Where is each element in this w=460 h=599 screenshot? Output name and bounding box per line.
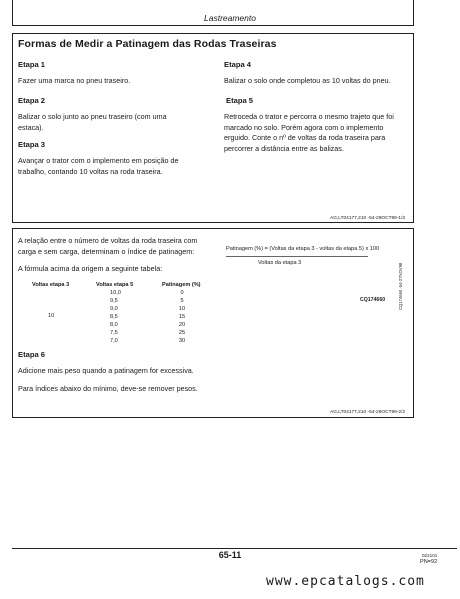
footer-code-2: PN=92 (420, 559, 438, 565)
table-cell: 25 (178, 330, 186, 336)
table-cell: 30 (178, 338, 186, 344)
step-6-text: Adicione mais peso quando a patinagem for excessiva. (18, 366, 194, 375)
page-number: 65-11 (218, 550, 242, 560)
table-cell: 15 (178, 314, 186, 320)
table-col-patinagem (172, 289, 192, 345)
table-col-voltas-etapa-5 (110, 289, 121, 345)
step-6-label: Etapa 6 (18, 350, 46, 359)
step-2-text: Balizar o solo junto ao pneu traseiro (com uma estaca). (18, 112, 167, 132)
table-cell-voltas-etapa-3: 10 (48, 313, 55, 319)
step-5-label: Etapa 5 (226, 96, 254, 105)
footer-divider (12, 548, 457, 549)
table-header-col1: Voltas etapa 3 (32, 282, 70, 288)
table-cell: 10 (178, 306, 186, 312)
step-3-text: Avançar o trator com o implemento em posição de trabalho, contando 10 voltas na roda traseira. (18, 156, 179, 176)
image-code: CQ174660 (360, 297, 386, 303)
formula-origin-text: A fórmula acima da origem a seguinte tabela: (18, 264, 163, 273)
table-cell: 7,0 (110, 338, 118, 344)
section-1-title: Formas de Medir a Patinagem das Rodas Traseiras (18, 38, 277, 50)
section-2-intro: A relação entre o número de voltas da roda traseira com carga e sem carga, determinam o índice de patinagem: (18, 236, 198, 256)
table-cell: 0 (180, 290, 184, 296)
page-header-title: Lastreamento (204, 13, 256, 23)
table-cell: 20 (178, 322, 186, 328)
table-cell: 9,0 (110, 306, 118, 312)
step-2-label: Etapa 2 (18, 96, 46, 105)
step-4-label: Etapa 4 (224, 60, 252, 69)
formula-numerator: Patinagem (%) = (Voltas da etapa 3 - voltas da etapa 5) x 100 (226, 246, 380, 252)
table-cell: 5 (180, 298, 184, 304)
table-cell: 9,5 (110, 298, 118, 304)
formula-fraction-line (226, 256, 368, 257)
step-5-text: Retroceda o trator e percorra o mesmo trajeto que foi marcado no solo. Porém agora com o implemento erguido. Conte o nº de voltas da roda traseira para percorrer a distância entre as balizas. (224, 112, 394, 153)
section-1-reference: AG,LT04177,210 -54-29OCT99-1/2 (330, 216, 406, 221)
watermark-text: www.epcatalogs.com (266, 574, 425, 589)
footer-code-1: 022101 (422, 553, 438, 558)
formula-denominator: Voltas da etapa 3 (258, 260, 302, 266)
table-cell: 7,5 (110, 330, 118, 336)
step-3-label: Etapa 3 (18, 140, 46, 149)
step-1-text: Fazer uma marca no pneu traseiro. (18, 76, 131, 85)
step-1-label: Etapa 1 (18, 60, 46, 69)
table-cell: 10,0 (110, 290, 121, 296)
table-header-col3: Patinagem (%) (162, 282, 201, 288)
section-2-reference: AG,LT04177,210 -54-29OCT99-2/2 (330, 410, 406, 415)
side-image-code: CQ174660 -54-27NOV98 (398, 262, 403, 310)
table-cell: 8,0 (110, 322, 118, 328)
step-4-text: Balizar o solo onde completou as 10 voltas do pneu. (224, 76, 391, 85)
step-6-text-2: Para índices abaixo do mínimo, deve-se remover pesos. (18, 384, 198, 393)
table-cell: 8,5 (110, 314, 118, 320)
table-header-col2: Voltas etapa 5 (96, 282, 134, 288)
